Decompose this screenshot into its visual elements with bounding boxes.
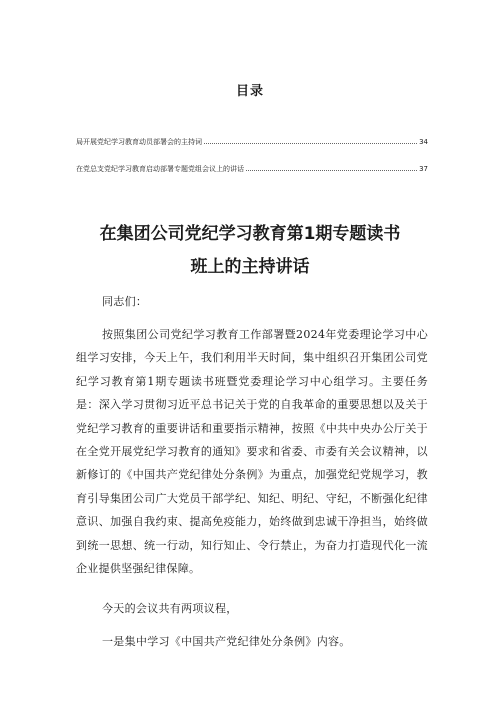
toc-entry[interactable] <box>76 137 428 147</box>
document-title-line-1: 在集团公司党纪学习教育第1期专题读书 <box>99 224 401 244</box>
document-title-line-2: 班上的主持讲话 <box>190 257 310 277</box>
body-paragraph: 按照集团公司党纪学习教育工作部署暨2024年党委理论学习中心组学习安排，今天上午，我们利用半天时间，集中组织召开集团公司党纪学习教育第1期专题读书班暨党委理论学习中心组学习。主要任务是：深入学习贯彻习近平总书记关于党的自我革命的重要思想以及关于党纪学习教育的重要讲话和重要指示精神，按照《中共中央办公厅关于在全党开展党纪学习教育的通知》要求和省委、市委有关会议精神，以新修订的《中国共产党纪律处分条例》为重点，加强党纪党规学习，教育引导集团公司广大党员干部学纪、知纪、明纪、守纪，不断强化纪律意识、加强自我约束、提高免疫能力，始终做到忠诚干净担当，始终做到统一思想、统一行动，知行知止、令行禁止，为奋力打造现代化一流企业提供坚强纪律保障。 <box>76 328 428 576</box>
salutation: 同志们： <box>102 295 148 308</box>
toc-leader-dots <box>246 165 417 171</box>
toc-leader-dots <box>204 138 417 144</box>
toc-entry-page: 37 <box>419 165 428 173</box>
toc-entry[interactable] <box>76 164 428 174</box>
agenda-item-1: 一是集中学习《中国共产党纪律处分条例》内容。 <box>102 635 351 648</box>
toc-entry-text: 局开展党纪学习教育动员部署会的主持词 <box>76 138 202 146</box>
agenda-intro: 今天的会议共有两项议程， <box>102 602 238 615</box>
toc-entry-page: 34 <box>419 138 428 146</box>
toc-entry-text: 在党总支党纪学习教育启动部署专题党组会议上的讲话 <box>76 165 244 173</box>
toc-title: 目录 <box>235 84 264 99</box>
